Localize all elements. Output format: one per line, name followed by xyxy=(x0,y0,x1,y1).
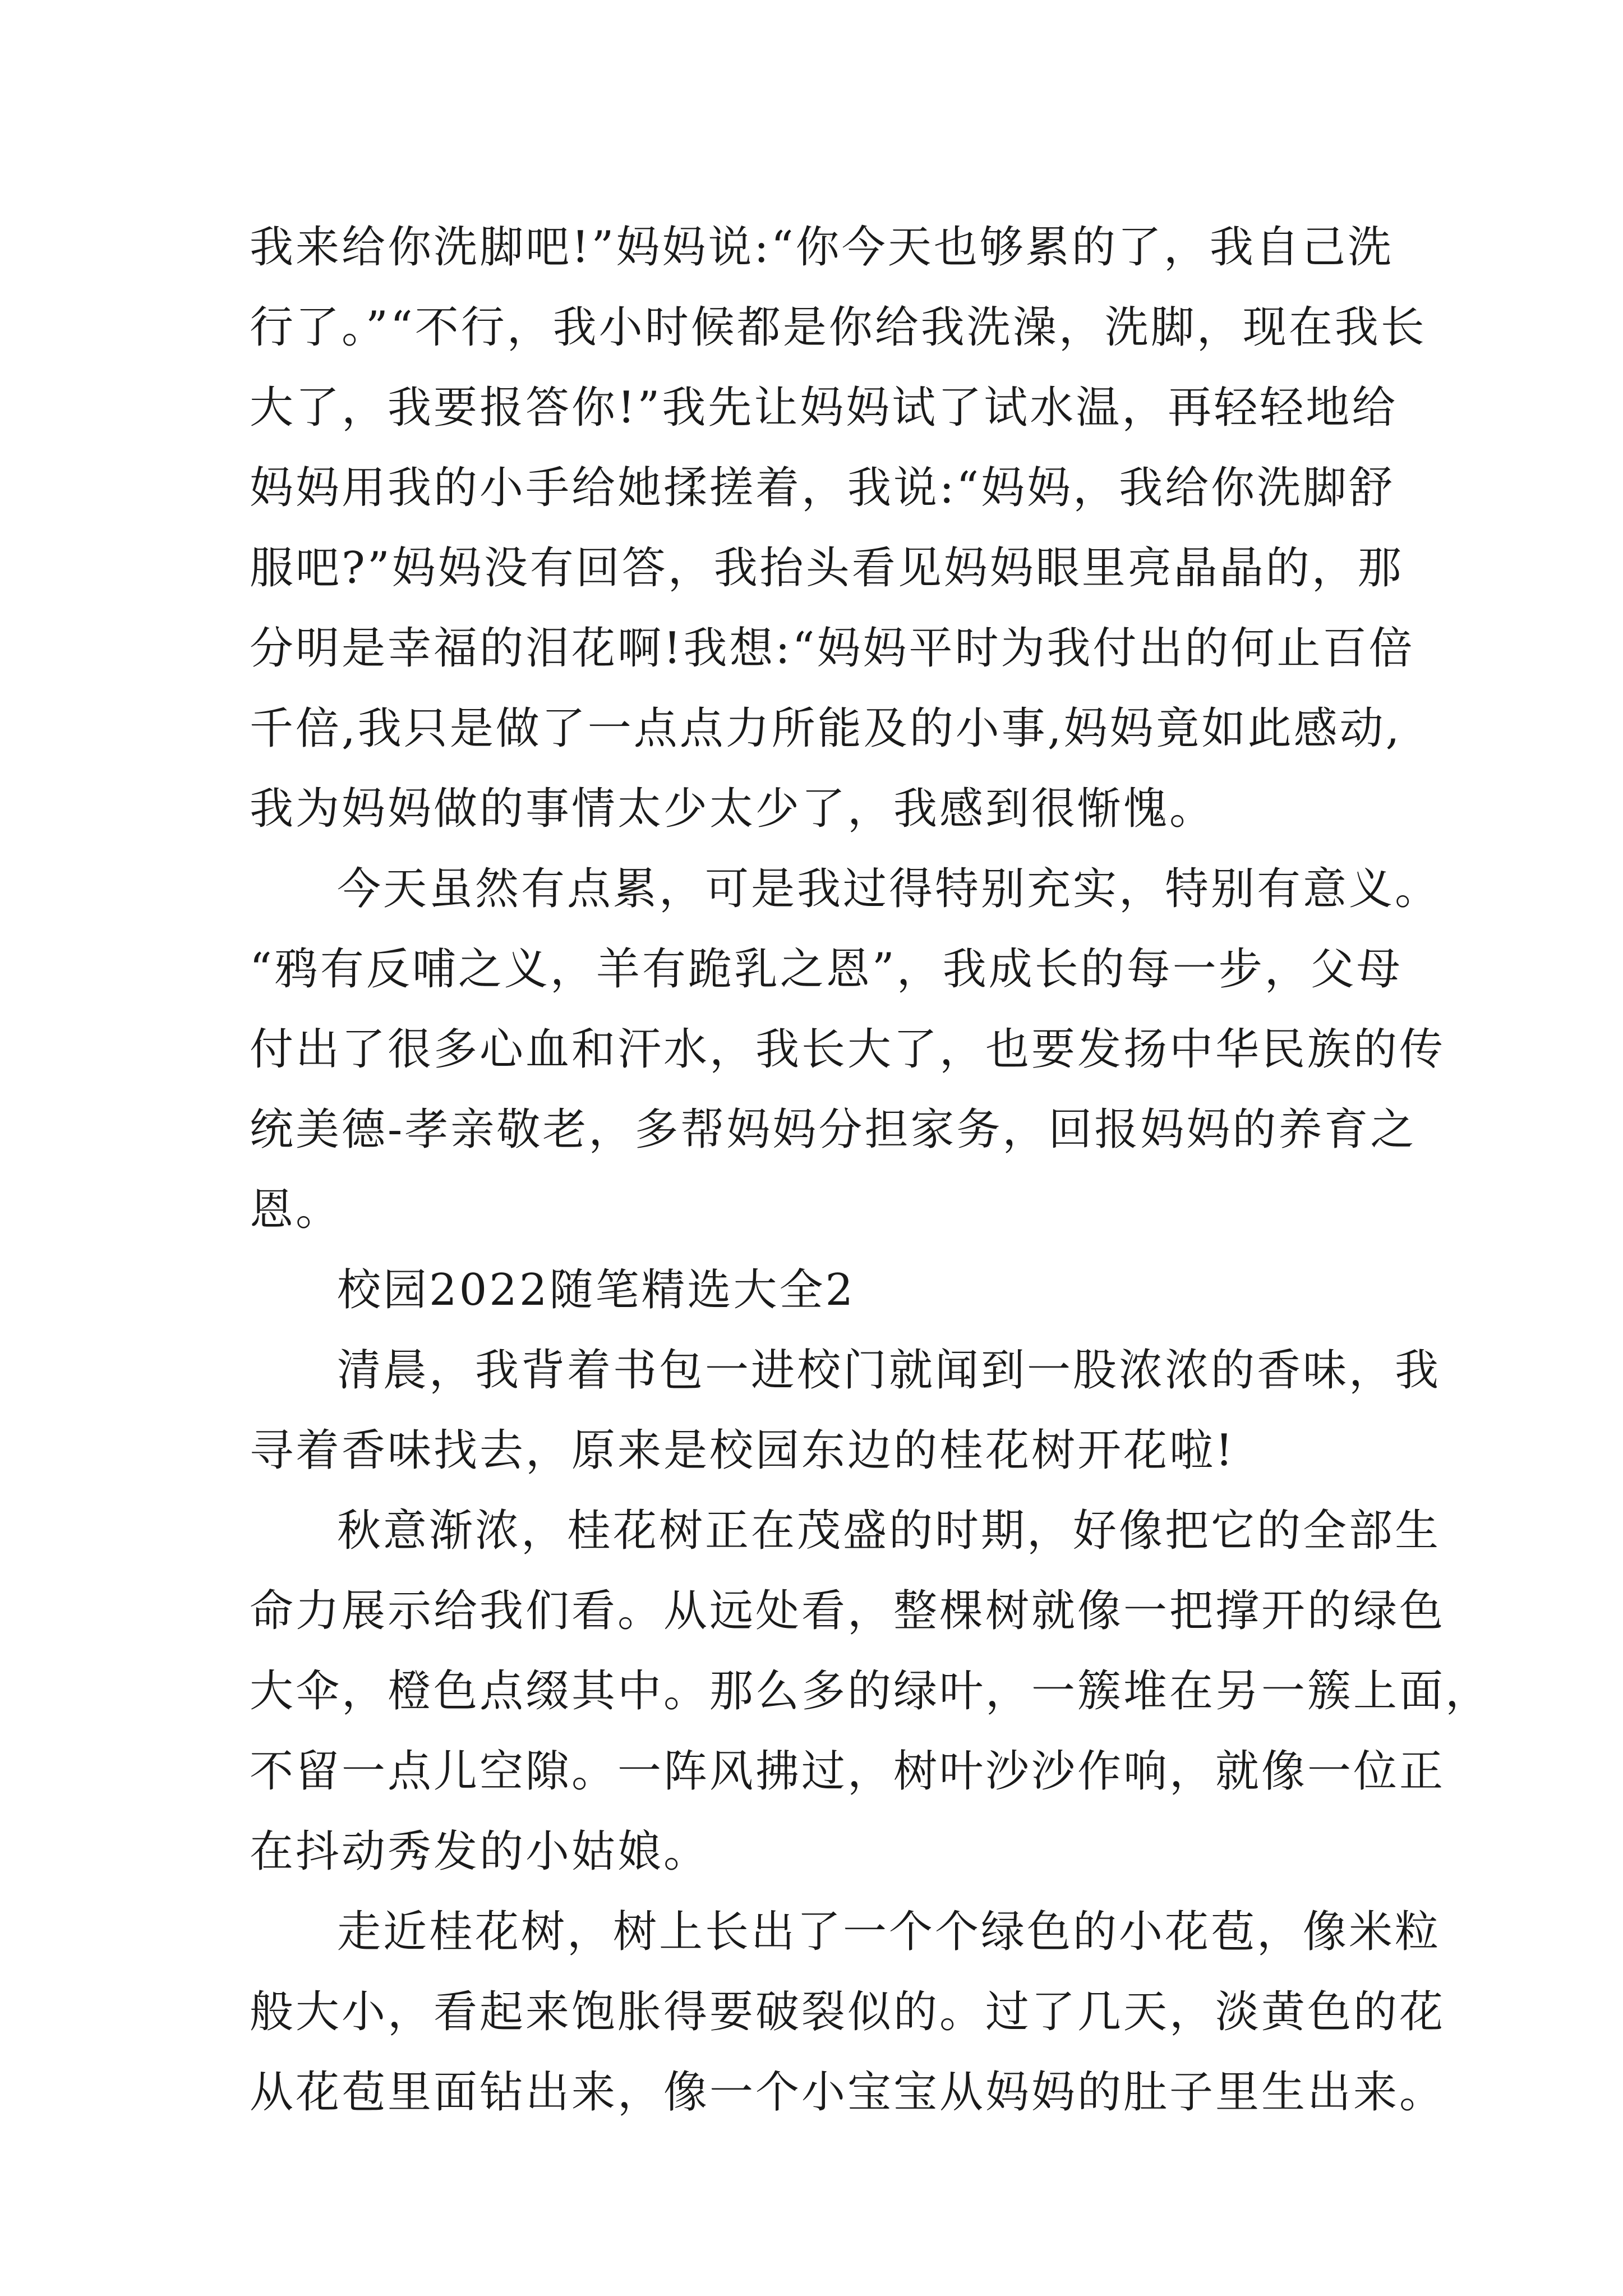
text-line: 大了，我要报答你!”我先让妈妈试了试水温，再轻轻地给 xyxy=(250,383,1398,433)
text-line: 妈妈用我的小手给她揉搓着，我说:“妈妈，我给你洗脚舒 xyxy=(250,463,1395,513)
text-line: 走近桂花树，树上长出了一个个绿色的小花苞，像米粒 xyxy=(337,1907,1441,1957)
text-line: 清晨，我背着书包一进校门就闻到一股浓浓的香味，我 xyxy=(337,1345,1441,1396)
text-line: 秋意渐浓，桂花树正在茂盛的时期，好像把它的全部生 xyxy=(337,1506,1441,1556)
text-line: 从花苞里面钻出来，像一个小宝宝从妈妈的肚子里生出来。 xyxy=(250,2067,1446,2118)
text-line: 寻着香味找去，原来是校园东边的桂花树开花啦! xyxy=(250,1425,1235,1476)
text-line: 命力展示给我们看。从远处看，整棵树就像一把撑开的绿色 xyxy=(250,1586,1446,1636)
text-line: 不留一点儿空隙。一阵风拂过，树叶沙沙作响，就像一位正 xyxy=(250,1746,1446,1797)
text-line: 服吧?”妈妈没有回答，我抬头看见妈妈眼里亮晶晶的，那 xyxy=(250,543,1404,593)
text-line: 千倍,我只是做了一点点力所能及的小事,妈妈竟如此感动, xyxy=(250,703,1402,754)
text-line: “鸦有反哺之义，羊有跪乳之恩”，我成长的每一步，父母 xyxy=(250,944,1403,995)
text-line: 统美德-孝亲敬老，多帮妈妈分担家务，回报妈妈的养育之 xyxy=(250,1105,1417,1155)
text-line: 付出了很多心血和汗水，我长大了，也要发扬中华民族的传 xyxy=(250,1024,1446,1075)
document-body xyxy=(250,208,1492,2133)
text-line: 大伞，橙色点缀其中。那么多的绿叶，一簇堆在另一簇上面， xyxy=(250,1666,1492,1717)
section-heading: 校园2022随笔精选大全2 xyxy=(337,1265,856,1315)
text-line: 我为妈妈做的事情太少太少了，我感到很惭愧。 xyxy=(250,784,1216,834)
text-line: 般大小，看起来饱胀得要破裂似的。过了几天，淡黄色的花 xyxy=(250,1987,1446,2037)
text-line: 恩。 xyxy=(250,1185,342,1235)
text-line: 行了。”“不行，我小时候都是你给我洗澡，洗脚，现在我长 xyxy=(250,302,1427,353)
text-line: 分明是幸福的泪花啊!我想:“妈妈平时为我付出的何止百倍 xyxy=(250,623,1415,674)
text-line: 在抖动秀发的小姑娘。 xyxy=(250,1826,710,1877)
text-line: 今天虽然有点累，可是我过得特别充实，特别有意义。 xyxy=(337,864,1441,914)
text-line: 我来给你洗脚吧!”妈妈说:“你今天也够累的了，我自己洗 xyxy=(250,222,1394,273)
